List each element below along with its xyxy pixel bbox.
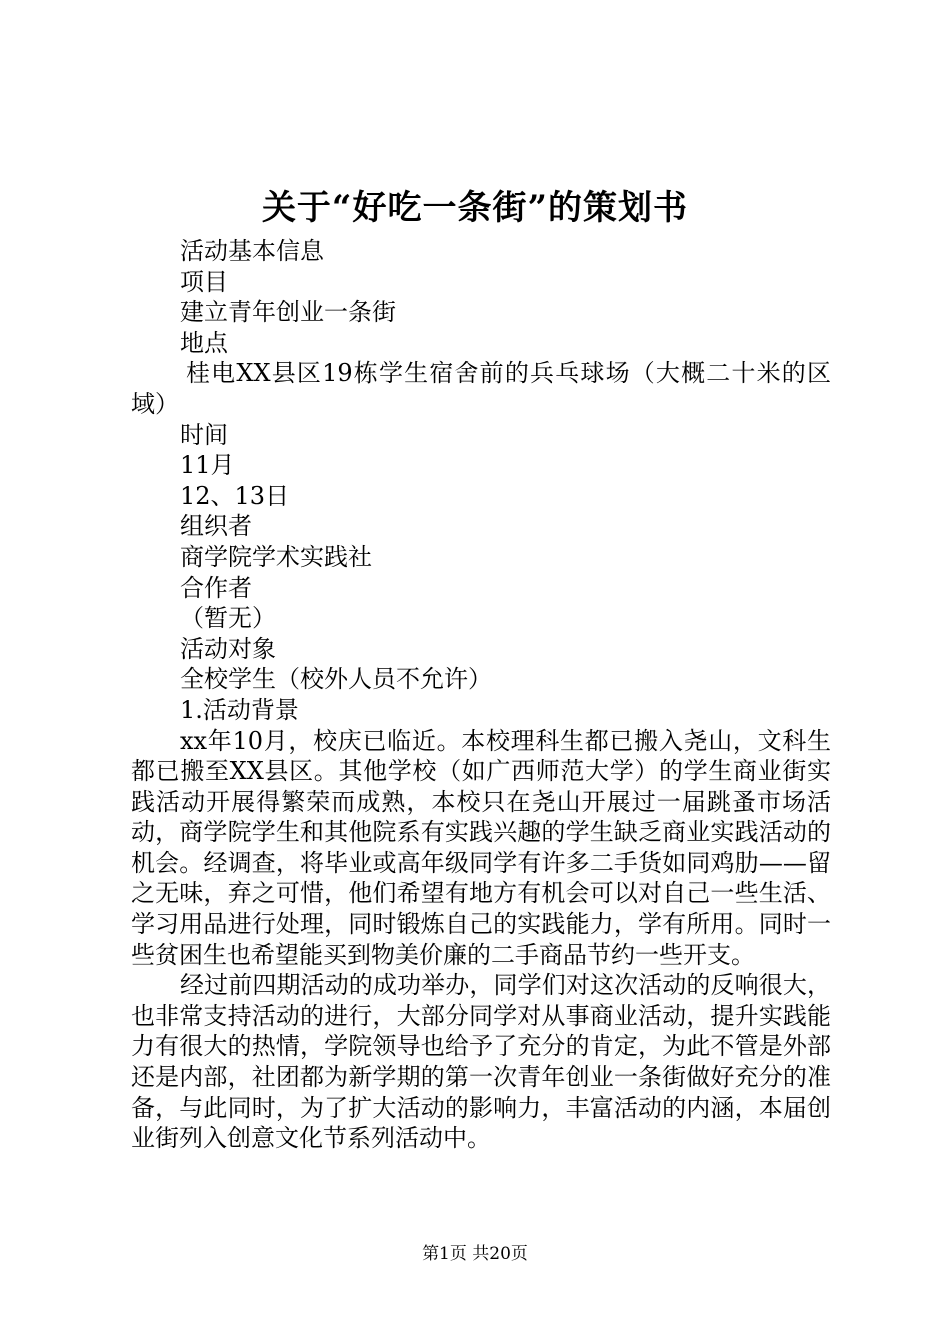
page-footer: 第1页 共20页: [422, 1244, 528, 1264]
background-heading: 1.活动背景: [180, 695, 299, 724]
organizer-value: 商学院学术实践社: [180, 542, 372, 571]
time-label: 时间: [180, 420, 228, 449]
time-days: 12、13日: [180, 481, 290, 510]
location-label: 地点: [180, 328, 228, 357]
document-title: 关于“好吃一条街”的策划书: [261, 188, 689, 228]
audience-label: 活动对象: [180, 634, 276, 663]
partner-value: （暂无）: [180, 604, 276, 633]
document-body: [131, 236, 831, 1154]
location-value: 桂电XX县区19栋学生宿舍前的兵乓球场（大概二十米的区域）: [131, 359, 831, 418]
organizer-label: 组织者: [180, 512, 252, 541]
time-month: 11月: [180, 451, 235, 480]
audience-value: 全校学生（校外人员不允许）: [180, 665, 492, 694]
partner-label: 合作者: [180, 573, 252, 602]
project-value: 建立青年创业一条街: [180, 298, 396, 327]
background-paragraph-1: xx年10月，校庆已临近。本校理科生都已搬入尧山，文科生都已搬至XX县区。其他学校（如广西师范大学）的学生商业街实践活动开展得繁荣而成熟，本校只在尧山开展过一届跳蚤市场活动，商学院学生和其他院系有实践兴趣的学生缺乏商业实践活动的机会。经调查，将毕业或高年级同学有许多二手货如同鸡肋——留之无味，弃之可惜，他们希望有地方有机会可以对自己一些生活、学习用品进行处理，同时锻炼自己的实践能力，学有所用。同时一些贫困生也希望能买到物美价廉的二手商品节约一些开支。: [131, 726, 831, 969]
section-heading-basic-info: 活动基本信息: [180, 237, 324, 265]
background-paragraph-2: 经过前四期活动的成功举办，同学们对这次活动的反响很大，也非常支持活动的进行，大部分同学对从事商业活动，提升实践能力有很大的热情，学院领导也给予了充分的肯定，为此不管是外部还是内部，社团都为新学期的第一次青年创业一条街做好充分的准备，与此同时，为了扩大活动的影响力，丰富活动的内涵，本届创业街列入创意文化节系列活动中。: [131, 971, 831, 1153]
project-label: 项目: [180, 267, 228, 296]
